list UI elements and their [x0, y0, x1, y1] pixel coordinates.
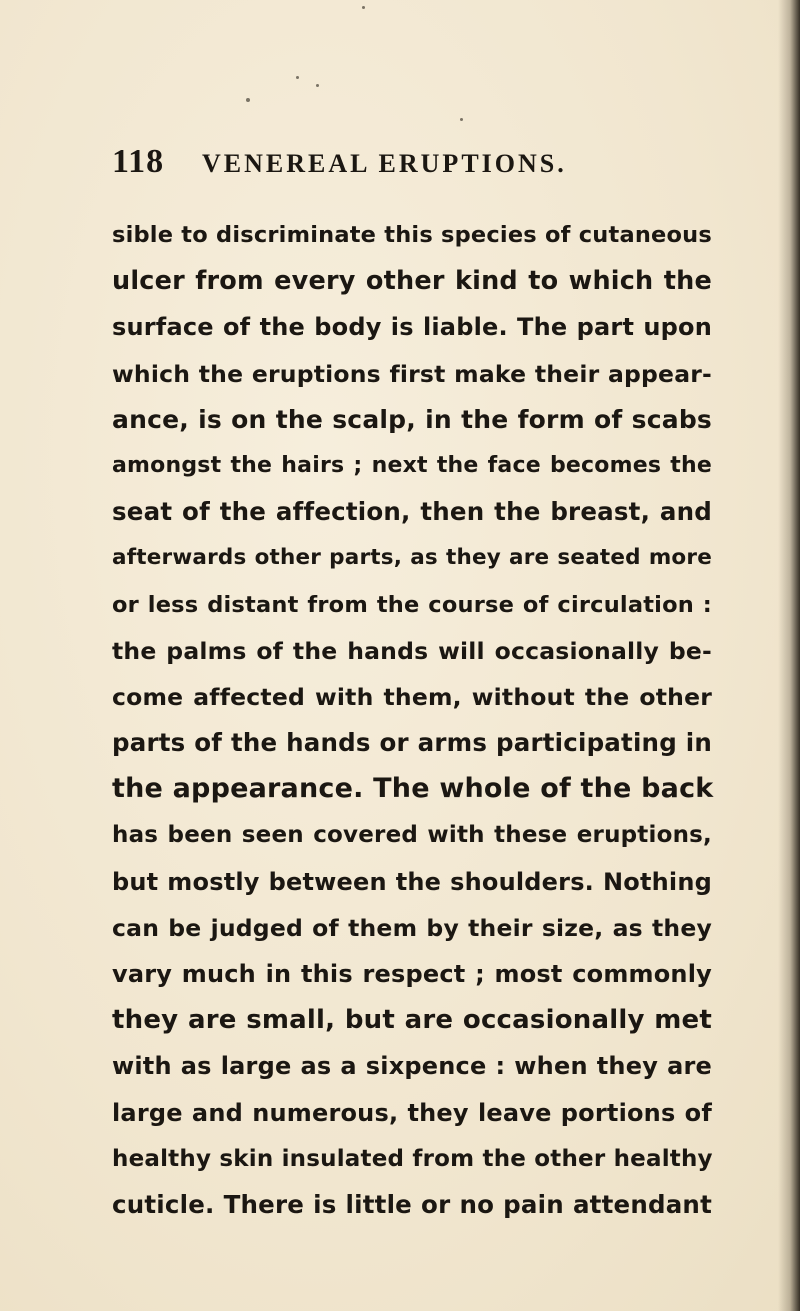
text-line: or less distant from the course of circulation : [112, 591, 712, 618]
text-line: with as large as a sixpence : when they are [112, 1052, 712, 1081]
ink-speck [296, 76, 299, 79]
text-line: the palms of the hands will occasionally be- [112, 636, 712, 665]
ink-speck [362, 6, 365, 9]
page-edge-shadow [778, 0, 800, 1311]
text-line: cuticle. There is little or no pain attendant [112, 1189, 712, 1219]
text-line: healthy skin insulated from the other healthy [112, 1145, 713, 1172]
text-line: afterwards other parts, as they are seated more [112, 545, 712, 571]
text-line: ulcer from every other kind to which the [112, 266, 712, 297]
text-line: ance, is on the scalp, in the form of scabs [112, 404, 712, 434]
page-number: 118 [112, 143, 165, 180]
text-line: has been seen covered with these eruptions, [112, 822, 712, 849]
ink-speck [460, 118, 463, 121]
text-line: seat of the affection, then the breast, and [112, 497, 712, 527]
text-line: surface of the body is liable. The part upon [112, 313, 712, 342]
text-line: can be judged of them by their size, as they [112, 913, 712, 942]
text-line: vary much in this respect ; most commonly [112, 960, 712, 988]
text-line: they are small, but are occasionally met [112, 1005, 712, 1036]
text-line: the appearance. The whole of the back [112, 773, 714, 805]
text-line: come affected with them, without the other [112, 682, 712, 711]
text-line: sible to discriminate this species of cutaneous [112, 222, 712, 248]
ink-speck [316, 84, 319, 87]
body-paragraph [112, 212, 712, 1228]
running-head [112, 140, 752, 184]
running-head-title: VENEREAL ERUPTIONS. [202, 149, 567, 178]
text-line: which the eruptions first make their appear- [112, 359, 712, 388]
text-line: parts of the hands or arms participating in [112, 728, 712, 758]
text-line: but mostly between the shoulders. Nothing [112, 867, 712, 896]
text-line: amongst the hairs ; next the face becomes the [112, 452, 712, 478]
ink-speck [246, 98, 250, 102]
text-line: large and numerous, they leave portions of [112, 1098, 712, 1127]
